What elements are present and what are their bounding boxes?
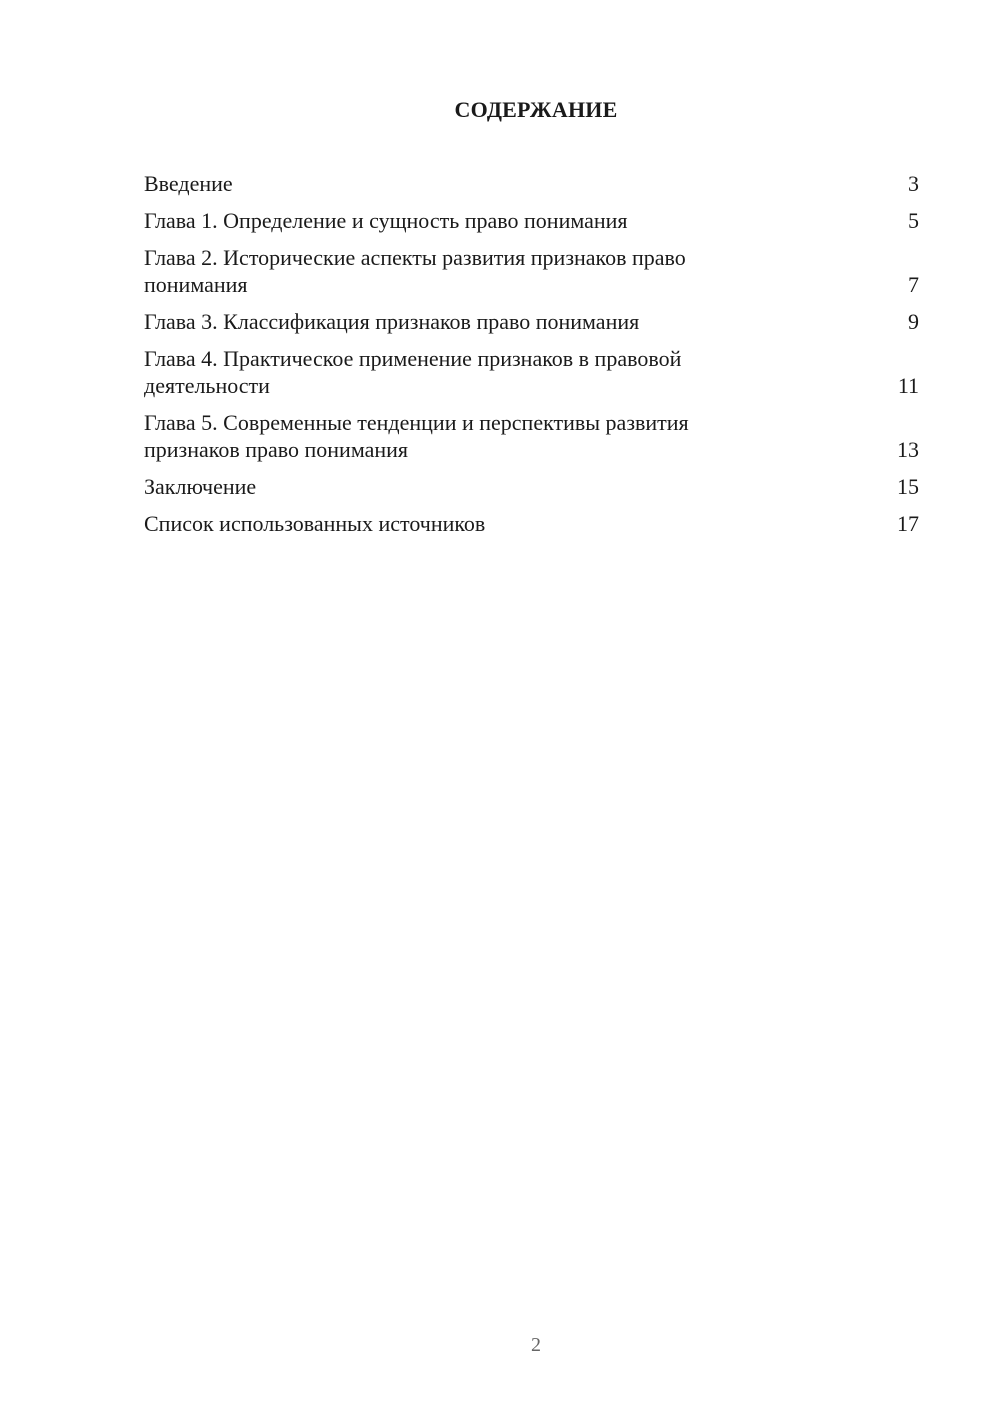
toc-entry-chapter-2 <box>144 244 919 298</box>
toc-entry-page: 17 <box>897 511 919 536</box>
toc-entry-page: 7 <box>908 272 919 297</box>
page-title: СОДЕРЖАНИЕ <box>454 97 618 122</box>
toc-entry-label: Введение <box>144 171 233 196</box>
toc-entry-chapter-5 <box>144 409 919 463</box>
toc-entry-page: 3 <box>908 171 919 196</box>
toc-entry-chapter-1 <box>144 207 919 234</box>
toc-entry-page: 11 <box>897 373 919 398</box>
toc-entry-label: Глава 4. Практическое применение признаков в правовой деятельности <box>144 346 682 398</box>
page-number: 2 <box>531 1334 541 1356</box>
toc-entry-introduction <box>144 170 919 197</box>
toc-entry-label: Глава 1. Определение и сущность право понимания <box>144 208 628 233</box>
toc-entry-references <box>144 510 919 537</box>
toc-entry-label: Заключение <box>144 474 257 499</box>
toc-entry-page: 15 <box>897 474 919 499</box>
toc-entry-page: 5 <box>908 208 919 233</box>
toc-entry-label: Глава 2. Исторические аспекты развития признаков право понимания <box>144 245 686 297</box>
toc-entry-page: 13 <box>897 437 919 462</box>
toc-entry-chapter-4 <box>144 345 919 399</box>
toc-entry-page: 9 <box>908 309 919 334</box>
toc-entry-label: Глава 5. Современные тенденции и перспективы развития признаков право понимания <box>144 410 689 462</box>
toc-entry-label: Список использованных источников <box>144 511 486 536</box>
toc-entry-conclusion <box>144 473 919 500</box>
toc-entry-label: Глава 3. Классификация признаков право понимания <box>144 309 640 334</box>
toc-entry-chapter-3 <box>144 308 919 335</box>
table-of-contents <box>144 170 919 547</box>
